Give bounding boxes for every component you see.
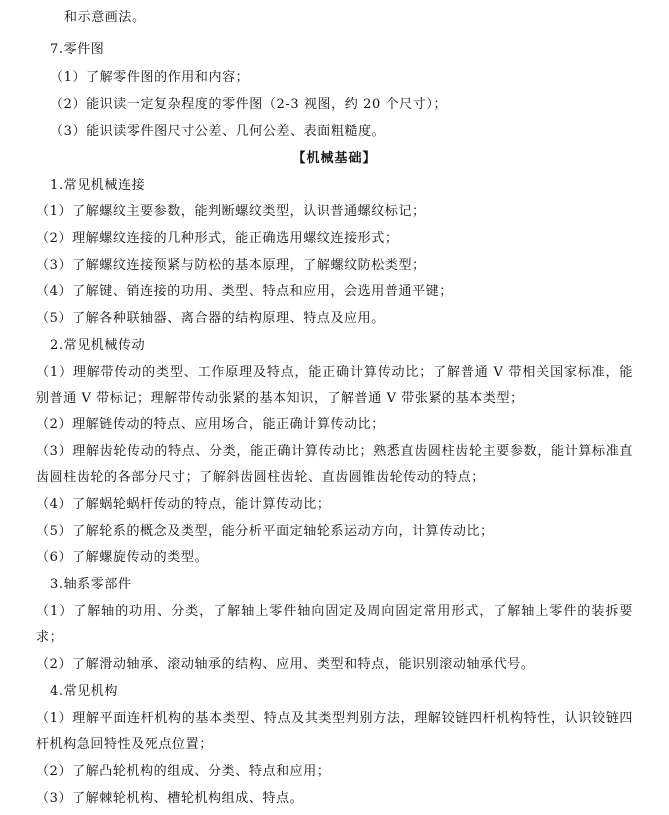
text-line: 齿圆柱齿轮的各部分尺寸；了解斜齿圆柱齿轮、直齿圆锥齿轮传动的特点； xyxy=(36,470,485,485)
text-line: （2）了解滑动轴承、滚动轴承的结构、应用、类型和特点，能识别滚动轴承代号。 xyxy=(36,657,535,672)
text-line: （4）了解键、销连接的功用、类型、特点和应用，会选用普通平键； xyxy=(36,284,453,299)
text-line: （3）了解棘轮机构、槽轮机构组成、特点。 xyxy=(36,791,304,806)
text-line: （5）了解各种联轴器、离合器的结构原理、特点及应用。 xyxy=(36,311,385,326)
text-line: （4）了解蜗轮蜗杆传动的特点，能计算传动比； xyxy=(36,497,331,512)
text-line: （3）理解齿轮传动的特点、分类，能正确计算传动比；熟悉直齿圆柱齿轮主要参数，能计算标准直 xyxy=(36,444,633,459)
text-line: （3）了解螺纹连接预紧与防松的基本原理，了解螺纹防松类型； xyxy=(36,258,426,273)
text-line: （5）了解轮系的概念及类型，能分析平面定轴轮系运动方向，计算传动比； xyxy=(36,524,494,539)
text-line: （1）了解螺纹主要参数，能判断螺纹类型，认识普通螺纹标记； xyxy=(36,204,426,219)
text-line: 和示意画法。 xyxy=(64,10,146,25)
text-line: 别普通 V 带标记；理解带传动张紧的基本知识，了解普通 V 带张紧的基本类型； xyxy=(36,391,524,406)
section-heading: 3.轴系零部件 xyxy=(50,577,132,592)
section-heading: 7.零件图 xyxy=(50,42,105,57)
section-heading: 4.常见机构 xyxy=(50,684,119,699)
text-line: （2）理解螺纹连接的几种形式，能正确选用螺纹连接形式； xyxy=(36,231,399,246)
text-line: （1）了解轴的功用、分类，了解轴上零件轴向固定及周向固定常用形式，了解轴上零件的装拆要 xyxy=(36,604,633,619)
chapter-heading: 【机械基础】 xyxy=(292,151,377,166)
text-line: （6）了解螺旋传动的类型。 xyxy=(36,550,209,565)
text-line: （2）理解链传动的特点、应用场合，能正确计算传动比； xyxy=(36,417,385,432)
text-line: （2）了解凸轮机构的组成、分类、特点和应用； xyxy=(36,764,331,779)
text-line: 求； xyxy=(36,630,64,645)
text-line: （1）了解零件图的作用和内容； xyxy=(50,70,250,85)
section-heading: 2.常见机械传动 xyxy=(50,338,146,353)
text-line: （1）理解带传动的类型、工作原理及特点，能正确计算传动比；了解普通 V 带相关国家标准，能 xyxy=(36,365,633,380)
text-line: （3）能识读零件图尺寸公差、几何公差、表面粗糙度。 xyxy=(50,124,386,139)
text-line: 杆机构急回特性及死点位置； xyxy=(36,737,213,752)
text-line: （2）能识读一定复杂程度的零件图（2-3 视图，约 20 个尺寸）； xyxy=(50,97,448,112)
text-line: （1）理解平面连杆机构的基本类型、特点及其类型判别方法，理解铰链四杆机构特性，认识铰链四 xyxy=(36,711,633,726)
section-heading: 1.常见机械连接 xyxy=(50,178,146,193)
